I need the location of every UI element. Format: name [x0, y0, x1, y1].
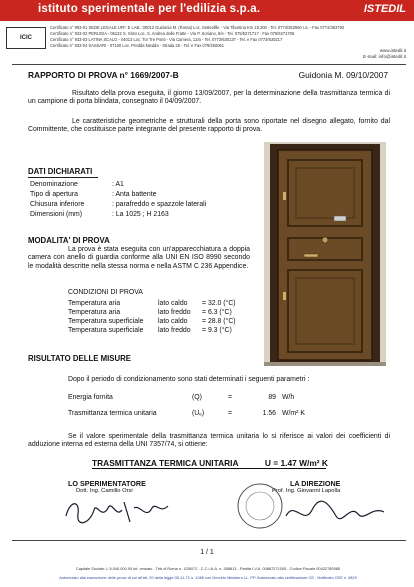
- signature-right-name: Prof. Ing. Giovanni Lapolla: [272, 488, 341, 494]
- page-number: 1 / 1: [200, 549, 214, 556]
- condition-row: Temperatura superficiale lato caldo = 28.8 (°C): [68, 318, 236, 325]
- risultato-intro: Dopo il periodo di condizionamento sono stati determinati i seguenti parametri :: [68, 376, 310, 383]
- cert-line: Certificato n° 993-01 SEDE LEGALE UFF. E LAB.: 00012 Guidonia M. (Roma) Loc. Settevillle - Via Tiburtina Km 18,300 - Tel. 0774/353560 r.a. - Fax 0774/353792: [50, 25, 345, 30]
- footer-authorization: Autorizzato alla esecuzione delle prove di cui all'art. 20 della legge 05-11-71 n. 1086 con Decreto Ministero LL. PP. Autorizzato alla certificazione CE - Notificato CEE n. 0829: [59, 575, 357, 580]
- org-name: istituto sperimentale per l'edilizia s.p.a.: [38, 3, 261, 15]
- header-divider: [12, 64, 406, 65]
- cert-line: Certificato n° 933-02 PERUGIA - 06132 S. Sisto Loc. S. Andrea delle Fratte - Via P. Soriano, 8/e - Tel. 075/5271717 - Fax 075/5271705: [50, 31, 295, 36]
- modalita-heading: MODALITA' DI PROVA: [28, 236, 110, 245]
- footer-divider: [12, 540, 406, 541]
- door-image: [264, 142, 386, 366]
- dati-heading: DATI DICHIARATI: [28, 167, 93, 176]
- final-underline: [92, 468, 326, 469]
- condition-row: Temperatura aria lato freddo = 6.3 (°C): [68, 309, 232, 316]
- dati-row: Dimensioni (mm) : La 1025 ; H 2163: [30, 211, 169, 218]
- footer-legal: Capitale Sociale: L.5.040.000.00 int. versato - Trib.di Roma n. 1256/72 - C.C.I.A.A. n. 358813 - Partita I.V.A. 00887271005 - Codice Fiscale 00422780585: [75, 566, 341, 571]
- heading-underline: [28, 177, 98, 178]
- modalita-paragraph: La prova è stata eseguita con un'apparecchiatura a doppia camera con anello di guardia conforme alla UNI EN ISO 8990 secondo le modalità descritte nella stessa norma e nella ASTM C 236 Appendice.: [28, 246, 250, 270]
- condition-row: Temperatura superficiale lato freddo = 9.3 (°C): [68, 327, 232, 334]
- condizioni-heading: CONDIZIONI DI PROVA: [68, 289, 143, 296]
- dati-row: Denominazione : A1: [30, 181, 124, 188]
- dati-row: Tipo di apertura : Anta battente: [30, 191, 157, 198]
- final-value: U = 1.47 W/m² K: [264, 458, 328, 468]
- condition-row: Temperatura aria lato caldo = 32.0 (°C): [68, 300, 236, 307]
- final-result: [92, 458, 328, 468]
- note-paragraph: Se il valore sperimentale della trasmittanza termica unitaria lo si riferisce ai valori dei coefficienti di adduzione interna ed esterna della UNI 7357/74, si ottiene:: [28, 433, 390, 449]
- website-link[interactable]: www.istedil.it: [379, 48, 406, 53]
- signature-left-title: LO SPERIMENTATORE: [68, 479, 146, 488]
- brand-logo: ISTEDIL: [363, 3, 406, 15]
- email-link[interactable]: E-mail: info@istedil.it: [363, 54, 406, 59]
- icic-logo: ICIC: [6, 27, 46, 49]
- signature-left-scribble: [60, 494, 180, 528]
- geometry-paragraph: Le caratteristiche geometriche e strutturali della porta sono riportate nel disegno allegato, fornito dal Committente, che costituisce parte integrante del presente rapporto di prova.: [28, 118, 390, 134]
- dati-row: Chiusura inferiore : parafreddo e spazzole laterali: [30, 201, 207, 208]
- signature-right-scribble: [280, 496, 390, 530]
- signature-right-title: LA DIREZIONE: [290, 479, 341, 488]
- final-label: TRASMITTANZA TERMICA UNITARIA: [92, 458, 239, 468]
- contacts: [363, 48, 406, 60]
- cert-lines: [50, 25, 350, 49]
- signature-left-name: Dott. Ing. Camillo Orsi: [76, 488, 133, 494]
- door-photo: [264, 142, 386, 366]
- intro-paragraph: Risultato della prova eseguita, il giorno 13/09/2007, per la determinazione della trasmittanza termica di un campione di porta blindata, consegnato il 04/09/2007.: [28, 90, 390, 106]
- header-bar: [0, 0, 414, 21]
- cert-line: Certificato n° 933-04 SASSARI - 07100 Loc. Predda Niedda - Strada 25 - Tel. e Fax 079/260061: [50, 43, 225, 48]
- cert-row: [4, 24, 412, 62]
- risultato-heading: RISULTATO DELLE MISURE: [28, 354, 131, 363]
- report-date: Guidonia M. 09/10/2007: [298, 70, 388, 80]
- cert-line: Certificato n° 933-03 LATINA SCALO - 04013 Loc. Tor Tre Ponti - Via Camera, 12/a - Tel. 0773/630137 - Tel. e Fax 0773/630217: [50, 37, 283, 42]
- report-number: RAPPORTO DI PROVA n° 1669/2007-B: [28, 70, 179, 80]
